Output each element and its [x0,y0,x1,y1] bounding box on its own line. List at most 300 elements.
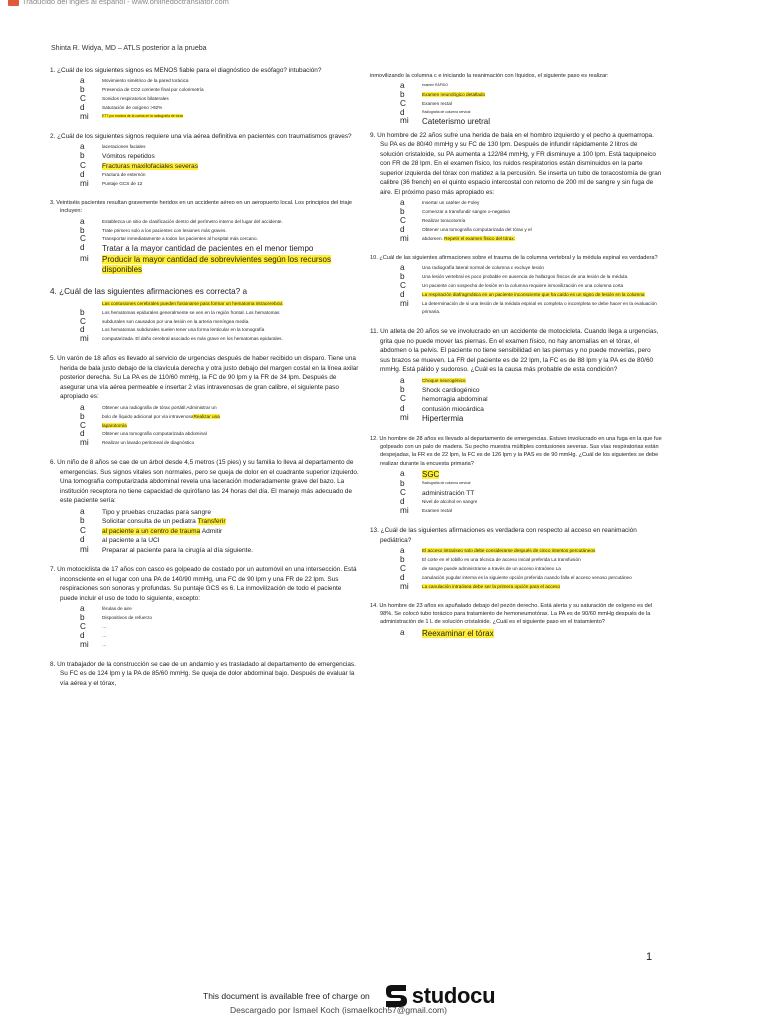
option-text [102,614,152,623]
answer-option [50,404,360,413]
question [370,602,662,639]
option-letter: d [400,403,405,413]
answer-option [370,235,662,244]
footer-download-text: Descargado por Ismael Koch (ismaelkoch57@gmail.com) [230,1005,447,1015]
answer-option [370,556,662,565]
translate-icon [8,0,19,6]
option-text-part: Tratar a la mayor cantidad de pacientes en el menor tiempo [102,244,314,254]
option-letter: b [400,384,405,394]
option-text-part: Trate primero solo a los pacientes con lesiones más graves. [102,227,227,233]
option-letter: C [80,420,86,430]
option-text-part: Insertar un catéter de Foley [422,200,480,205]
option-text-part: al paciente a la UCI [102,537,160,545]
option-text [102,244,313,254]
answer-option [50,614,360,623]
option-letter: d [400,572,405,582]
answer-option [50,536,360,546]
option-text [102,430,207,439]
option-text-part: Sonidos respiratorios bilaterales [102,96,169,102]
answer-option [370,395,662,405]
option-letter: C [80,525,86,535]
answer-option [370,300,662,318]
answer-option [50,86,360,95]
highlighted-answer-text: al paciente a un centro de trauma [102,527,201,535]
option-letter: a [400,81,405,91]
option-text-part: Examen rectal [422,508,452,514]
option-text [422,109,470,115]
option-text [102,162,198,172]
answer-option [370,629,662,639]
option-list [370,264,662,318]
option-list [370,82,662,127]
option-text [102,86,204,95]
question [50,660,360,688]
option-text [422,414,463,424]
option-letter: b [400,479,405,489]
option-text [102,227,227,236]
option-list [50,605,360,650]
option-letter: a [400,468,405,478]
answer-option [370,282,662,291]
answer-option [50,517,360,527]
option-text-part: Obtener una tomografía computarizada del tórax y el [422,226,532,232]
option-letter: a [80,142,85,152]
option-text-part: Transportar inmediatamente a todos los pacientes al hospital más cercano. [102,236,258,242]
option-text [102,335,283,344]
option-text [422,235,515,244]
option-text-part: Admitir [200,527,223,535]
option-letter: a [80,402,85,412]
option-text-part: Preparar al paciente para la cirugía al día siguiente. [102,546,254,554]
document-header: Shinta R. Widya, MD – ATLS posterior a la prueba [51,45,207,52]
answer-option [50,546,360,556]
option-letter: d [80,103,85,113]
option-text [102,527,222,537]
option-letter: a [80,216,85,226]
option-letter: b [400,271,405,281]
question [50,66,360,122]
answer-option [50,235,360,244]
option-text [102,309,279,318]
option-list [370,470,662,516]
option-text-part: Radiografía de columna cervical [422,481,471,486]
answer-option [50,171,360,180]
question [50,199,360,275]
answer-option [370,217,662,226]
option-letter: C [80,94,86,104]
answer-option [50,430,360,439]
answer-option [50,318,360,327]
question [50,458,360,555]
question [370,254,662,318]
option-text [102,623,107,632]
option-list [370,377,662,425]
answer-option [50,162,360,172]
option-text-part: Establezca un sitio de clasificación dentro del perímetro interno del lugar del accidente. [102,218,283,224]
option-text-part: … [102,632,107,638]
answer-option [50,95,360,104]
option-text-part: Vómitos repetidos [102,153,155,161]
option-text [102,180,142,189]
option-text-part: Fractura de esternón [102,172,146,178]
question-text: 2. ¿Cuál de los siguientes signos requiere una vía aérea definitiva en pacientes con traumatismos graves? [50,132,352,140]
answer-option [50,227,360,236]
option-text [422,282,623,291]
answer-option [370,414,662,424]
option-letter: mi [80,639,89,649]
option-list [370,547,662,592]
option-text [422,565,561,574]
option-text [102,641,107,650]
option-text [102,422,127,431]
option-letter: a [400,198,405,207]
option-letter: mi [400,233,409,243]
option-text-part: Cateterismo uretral [422,117,491,127]
option-text [422,117,490,127]
answer-option [50,143,360,152]
question-text: 4. ¿Cuál de las siguientes afirmaciones es correcta? a [50,286,248,296]
answer-option [50,255,360,276]
option-text [422,82,448,88]
option-text [422,395,488,405]
option-text [102,113,183,119]
option-letter: a [80,76,85,86]
option-letter: a [400,375,405,385]
option-letter: C [80,234,86,244]
option-text-part: Un paciente con sospecha de lesión en la columna requiere inmovilización en una columna corta [422,282,624,288]
answer-option [370,377,662,386]
option-letter: a [80,604,85,614]
option-text-part: de sangre puede administrarse a través de un acceso intraóseo La [422,565,561,571]
option-letter: d [80,535,85,545]
question-text: 10. ¿Cuál de las siguientes afirmaciones sobre el trauma de la columna vertebral y la médula espinal es verdadera? [370,254,658,261]
answer-option [370,291,662,300]
option-text-part: Obtener una radiografía de tórax portátil Administrar un [102,404,217,410]
option-text-part: Nivel de alcohol en sangre [422,499,478,505]
option-letter: mi [80,179,89,189]
option-list [50,218,360,276]
option-text-part: subdurales son causados por una lesión en la arteria meníngea media. [102,318,250,324]
option-text [422,470,439,480]
option-text-part: Comenzar a transfundir sangre o-negativa [422,208,510,214]
option-letter: b [80,85,85,95]
option-letter: C [400,215,406,225]
option-text [102,300,283,309]
option-letter: d [80,243,85,253]
answer-option [50,527,360,537]
option-text-part: Dispositivos de refuerzo [102,615,153,621]
answer-option [50,152,360,162]
left-column [50,66,360,698]
answer-option [50,422,360,431]
answer-option [50,439,360,448]
option-letter: b [80,613,85,623]
answer-option [370,583,662,592]
option-text [102,152,155,162]
option-letter: d [80,429,85,439]
highlighted-answer-text: Choque neurogénico [422,377,466,383]
answer-option [370,405,662,415]
option-text [102,171,146,180]
option-text [422,405,484,415]
option-letter: a [400,546,405,556]
option-text-part: Shock cardiogénico [422,386,480,394]
translator-link[interactable]: Traducido del inglés al español - www.onlinedoctranslator.com [22,0,229,6]
option-text-part: El corte en el tobillo es una técnica de acceso inicial preferida La transfusión [422,557,581,563]
answer-option [50,508,360,518]
option-text [422,217,465,226]
option-text [102,605,132,614]
answer-option [370,264,662,273]
option-letter: mi [400,413,409,423]
option-text-part: Obtener una tomografía computarizada abdominal [102,431,207,437]
answer-option [50,326,360,335]
highlighted-answer-text: Repetir el examen físico del tórax. [444,235,516,241]
option-letter: b [80,516,85,526]
question-text: 12. Un hombre de 28 años es llevado al departamento de emergencias. Estuvo involucrado en una fuga en la que fue golpeado con un palo de madera. Su pecho muestra múltiples contusiones severas. Sus vías respiratorias están despejadas, la FR es de 22 lpm, la FC es de 126 lpm y la PAS es de 90 mmHg. ¿Cuál de los siguientes se debe realizar durante la encuesta primaria? [370,435,662,467]
highlighted-answer-text: Reexaminar el tórax [422,628,494,638]
option-text [422,547,595,556]
option-letter: d [400,497,405,507]
option-text-part: Radiografía de columna cervical [422,109,471,114]
question [370,526,662,592]
answer-option [370,507,662,516]
option-text [102,404,217,413]
answer-option [50,113,360,122]
highlighted-answer-text: Examen neurológico detallado [422,91,486,97]
question-text: 14. Un hombre de 23 años es apuñalado debajo del pezón derecho. Está alerta y su saturación de oxígeno es del 98%. Se colocó tubo torácico para tratamiento de hemoneumotórax. La PA es de 90/60 mmHg después de la administración de 1 L de solución cristaloide. ¿Cuál es el siguiente paso en el tratamiento? [370,602,653,626]
answer-option [50,244,360,254]
option-text-part: laceraciones faciales [102,144,146,150]
answer-option [50,413,360,422]
option-letter: mi [400,506,409,516]
studocu-wordmark: studocu [411,983,496,1008]
answer-option [370,386,662,396]
option-text [422,507,452,516]
option-text [422,226,532,235]
option-text [102,546,253,556]
answer-option [50,180,360,189]
option-text-part: Movimiento simétrico de la pared torácica [102,78,189,84]
option-letter: C [80,316,86,326]
option-text [102,536,160,546]
option-letter: C [400,394,406,404]
option-letter: b [400,206,405,216]
option-text [422,264,544,273]
option-text [422,556,581,565]
option-text-part: … [102,624,107,630]
option-text [422,574,632,583]
option-letter: mi [80,112,89,122]
option-letter: b [80,307,85,317]
option-text-part: hemorragia abdominal [422,396,488,404]
answer-option [370,199,662,208]
highlighted-answer-text: La respiración diafragmática en un paciente inconsciente que ha caído es un signo de lesión en la columna [422,291,645,297]
highlighted-answer-text: El acceso intraóseo solo debe considerarse después de cinco intentos percutáneos [422,548,596,554]
option-list [50,77,360,121]
answer-option [370,208,662,217]
highlighted-answer-text: Producir la mayor cantidad de sobrevivientes según los recursos disponibles [102,254,332,275]
option-letter: mi [80,544,89,554]
answer-option [370,489,662,499]
question-text: 6. Un niño de 8 años se cae de un árbol desde 4,5 metros (15 pies) y su familia lo lleva al departamento de emergencias. Sus signos vitales son normales, pero se queja de dolor en el cuadrante superior izquierdo. Una tomografía computarizada abdominal revela una laceración moderadamente grave del bazo. La institución receptora no tiene capacidad de quirófano las 24 horas del día. El manejo más adecuado de este paciente sería: [50,459,359,505]
option-letter: mi [80,438,89,448]
answer-option [370,565,662,574]
highlighted-answer-text: La canulación intraósea debe ser la primera opción para el acceso [422,583,561,589]
option-letter: d [80,630,85,640]
option-text-part: computarizada. El daño cerebral asociado es más grave en los hematomas epidurales. [102,336,283,342]
answer-option [50,104,360,113]
option-text-part: canulación yugular interna es la siguiente opción preferida cuando falla el acceso venoso percutáneo [422,574,632,580]
option-list [370,629,662,639]
option-letter: d [80,325,85,335]
answer-option [370,574,662,583]
option-text [102,218,283,227]
answer-option [370,273,662,282]
answer-option [50,641,360,650]
option-text-part: Saturación de oxígeno >92% [102,105,163,111]
option-text [102,508,211,518]
answer-option [50,309,360,318]
question-text: 7. Un motociclista de 17 años con casco es golpeado de costado por un automóvil en una intersección. Está inconsciente en el lugar con una PA de 140/90 mmHg, una FC de 90 lpm y una FR de 22 lpm. Sus respiraciones son sonoras y profundas. Su puntaje GCS es 6. La inmovilización de todo el paciente puede incluir el uso de todo lo siguiente, excepto: [50,566,357,602]
footer-available-text: This document is available free of charge on [203,991,370,1001]
option-letter: mi [400,298,409,308]
option-letter: b [80,225,85,235]
answer-option [50,335,360,344]
question-text: 11. Un atleta de 20 años se ve involucrado en un accidente de motocicleta. Cuando llega a urgencias, grita que no puede mover las piernas. En el examen físico, no hay anomalías en el tórax, el abdomen o la pelvis. El paciente no tiene sensibilidad en las piernas y no puede moverlas, pero sus brazos se mueven. La FR del paciente es de 22 lpm, la FC es de 88 lpm y la PA es de 80/60 mmHg. Está pálido y sudoroso. ¿Cuál es la causa más probable de esta condición? [370,328,659,374]
option-text [102,95,169,104]
option-text [102,413,220,422]
question-text: 13. ¿Cuál de las siguientes afirmaciones es verdadera con respecto al acceso en reanimación pediátrica? [370,527,637,544]
option-text [102,517,226,527]
option-text-part: Realizar toracotomía [422,217,466,223]
option-list [370,199,662,244]
question-text: inmovilizando la columna c e iniciando la reanimación con líquidos, el siguiente paso es realizar: [370,73,609,79]
option-text [102,143,146,152]
question-text: 8. Un trabajador de la construcción se cae de un andamio y es trasladado al departamento de emergencias. Su FC es de 124 lpm y la PA de 85/60 mmHg. Se queja de dolor abdominal bajo. Después de evaluar la vía aérea y el tórax, [50,660,356,687]
option-text [102,235,258,244]
highlighted-answer-text: Realizar una [193,413,220,419]
option-letter: b [400,555,405,565]
option-text [102,77,189,86]
answer-option [370,117,662,127]
question [370,131,662,244]
option-letter: C [80,160,86,170]
option-text [102,255,360,276]
highlighted-answer-text: Las contusiones cerebrales pueden fusionarse para formar un hematoma intracerebral. [102,300,284,306]
option-letter: mi [80,253,89,263]
question [370,327,662,424]
option-text [422,100,452,109]
option-text [422,300,662,318]
option-list [50,143,360,189]
answer-option [370,480,662,489]
question-text: 9. Un hombre de 22 años sufre una herida de bala en el hombro izquierdo y el pecho a quemarropa. Su PA es de 80/40 mmHg y su FC de 130 lpm. Después de infundir rápidamente 2 litros de solución cristaloide, su PA aumenta a 122/84 mmHg, y FR disminuye a 100 lpm. Está taquipneico con FR de 28 lpm. En el examen físico, los ruidos respiratorios están disminuidos en la parte superior izquierda del tórax con matidez a la percusión. Se inserta un tubo de toracostomía de gran calibre (36 french) en el quinto espacio intercostal con retorno de 200 ml de sangre y sin fuga de aire. El próximo paso más apropiado es: [370,131,662,196]
question-text: 3. Veintiséis pacientes resultan gravemente heridos en un accidente aéreo en un aeropuerto local. Los principios del triaje incluyen: [50,200,352,215]
highlighted-answer-text: Fracturas maxilofaciales severas [102,162,199,170]
right-column [370,72,662,649]
option-text-part: Puntaje GCS de 12 [102,181,143,187]
page-number: 1 [646,951,653,963]
translator-note[interactable] [8,0,229,6]
highlighted-answer-text: ETT por encima de la carina en la radiografía de tórax [102,114,184,119]
option-text [102,439,194,448]
option-text-part: Realizar un lavado peritoneal de diagnóstico [102,440,195,446]
option-letter: C [400,280,406,290]
option-letter: d [400,289,405,299]
question [50,354,360,448]
option-letter: a [400,627,405,637]
option-text-part: examen RÁPIDO [422,83,449,88]
highlighted-answer-text: laparotomía [102,422,127,428]
answer-option [370,470,662,480]
question [370,435,662,516]
answer-option [50,77,360,86]
question [50,565,360,649]
option-text-part: Presencia de CO2 corriente final por colorimetría [102,87,204,93]
option-letter: b [400,89,405,99]
footer [0,970,768,1024]
answer-option [370,498,662,507]
option-text-part: férulas de aire [102,606,132,612]
option-letter: mi [400,116,409,126]
question-text: 1. ¿Cuál de los siguientes signos es MENOS fiable para el diagnóstico de esófago? intubación? [50,67,322,74]
answer-option [50,632,360,641]
option-letter: C [80,622,86,632]
option-letter: d [400,107,405,117]
answer-option [370,91,662,100]
option-text [422,208,510,217]
option-list [50,508,360,556]
option-text-part: Los hematomas subdurales suelen tener una forma lenticular en la tomografía [102,327,265,333]
option-text [102,632,107,641]
option-letter: C [400,563,406,573]
option-text [422,91,485,100]
highlighted-answer-text: SGC [422,469,440,479]
option-text [102,318,250,327]
option-text [422,480,470,486]
option-letter: a [400,262,405,272]
option-letter: b [80,151,85,161]
option-letter: a [80,506,85,516]
option-letter: C [400,98,406,108]
answer-option [370,82,662,91]
option-text-part: Tipo y pruebas cruzadas para sangre [102,508,211,516]
option-letter: C [400,487,406,497]
option-list [50,404,360,449]
option-text [422,498,477,507]
option-text [422,386,480,396]
option-letter: d [400,224,405,234]
answer-option [50,300,360,309]
option-text-part: bolo de líquido adicional por vía intravenosa [102,413,194,419]
option-text [422,377,466,386]
option-text-part: abdomen. [422,235,445,241]
option-text-part: Una lesión vertebral es poco probable en ausencia de hallazgos físicos de una lesión de la médula. [422,273,629,279]
option-letter: d [80,170,85,180]
option-letter: mi [80,334,89,344]
option-text-part: contusión miocárdica [422,405,484,413]
question-text: 5. Un varón de 18 años es llevado al servicio de urgencias después de haber recibido un disparo. Tiene una herida de bala justo debajo de la clavícula derecha y otra justo debajo del margen costal en la línea axilar posterior derecha. Su La PA es de 110/60 mmHg, la FC de 90 lpm y la FR de 34 lpm. Después de asegurar una vía aérea permeable e insertar 2 vías intravenosas de gran calibre, el siguiente paso apropiado es: [50,355,359,401]
option-text [422,583,560,592]
option-text-part: Una radiografía lateral normal de columna c excluye lesión [422,264,544,270]
option-text [422,629,494,639]
option-text [102,326,264,335]
option-text-part: administración TT [422,489,475,497]
answer-option [370,226,662,235]
highlighted-answer-text: Transferir [197,518,226,526]
option-list [50,300,360,345]
